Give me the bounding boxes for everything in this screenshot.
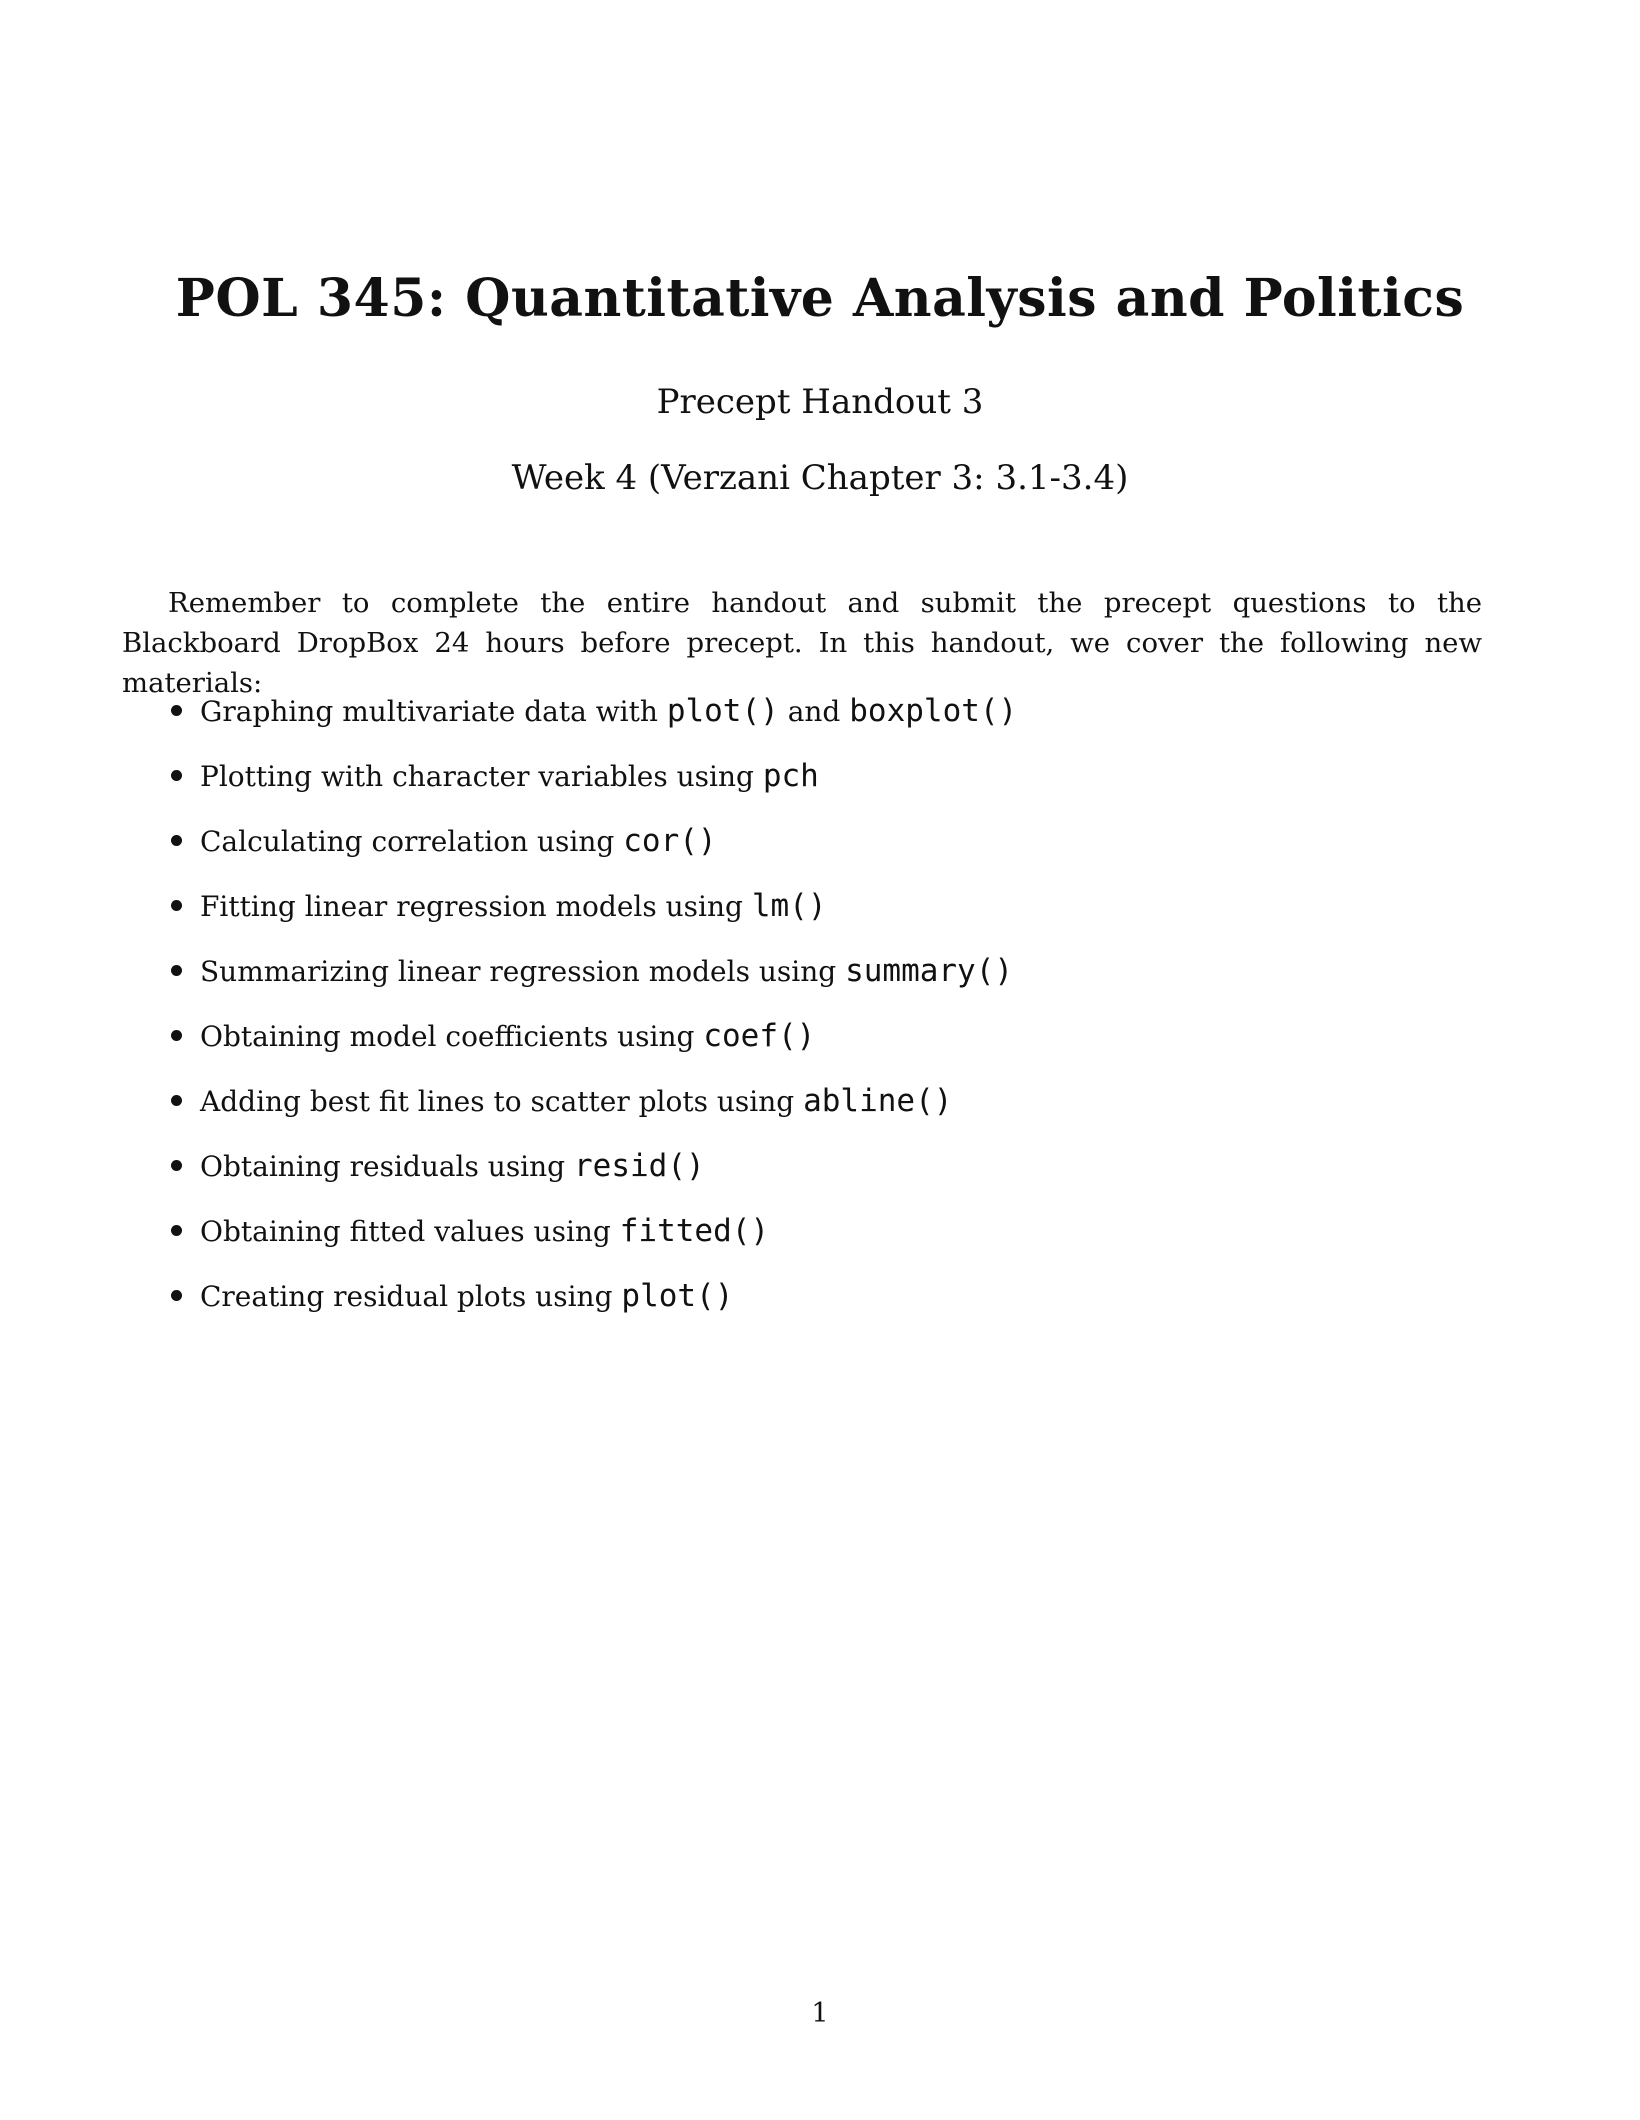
handout-subtitle: Precept Handout 3 — [656, 382, 984, 422]
intro-paragraph: Remember to complete the entire handout and submit the precept questions to the Blackboard DropBox 24 hours before precept. In this handout, we cover the following new materials: — [122, 587, 1482, 699]
topic-prefix: Obtaining residuals using — [200, 1150, 574, 1183]
week-subtitle: Week 4 (Verzani Chapter 3: 3.1-3.4) — [511, 458, 1129, 498]
document-title: POL 345: Quantitative Analysis and Politics — [175, 268, 1465, 329]
code-snippet: summary() — [845, 953, 1014, 989]
topic-text — [200, 1011, 815, 1062]
topic-prefix: Summarizing linear regression models using — [200, 955, 846, 988]
bullet-icon — [171, 1030, 182, 1041]
topic-text — [200, 946, 1013, 997]
bullet-icon — [171, 900, 182, 911]
topic-prefix: Plotting with character variables using — [200, 760, 763, 793]
page-number: 1 — [811, 1998, 829, 2029]
code-snippet: plot() — [621, 1278, 734, 1314]
code-snippet: lm() — [751, 888, 827, 924]
topic-text — [200, 881, 827, 932]
topic-prefix: Obtaining fitted values using — [200, 1215, 620, 1248]
bullet-icon — [171, 1095, 182, 1106]
code-snippet: boxplot() — [849, 693, 1018, 729]
topic-text — [200, 1206, 769, 1257]
code-snippet: resid() — [574, 1148, 705, 1184]
code-snippet: plot() — [666, 693, 779, 729]
topic-text — [200, 686, 1017, 737]
bullet-icon — [171, 835, 182, 846]
bullet-icon — [171, 1160, 182, 1171]
bullet-icon — [171, 1290, 182, 1301]
bullet-icon — [171, 705, 182, 716]
code-snippet: coef() — [703, 1018, 816, 1054]
topic-text — [200, 1141, 705, 1192]
code-snippet: pch — [762, 758, 819, 794]
code-snippet: fitted() — [619, 1213, 770, 1249]
topic-prefix: Creating residual plots using — [200, 1280, 622, 1313]
bullet-icon — [171, 965, 182, 976]
code-snippet: cor() — [623, 823, 717, 859]
topic-prefix: Obtaining model coefficients using — [200, 1020, 704, 1053]
topic-prefix: Calculating correlation using — [200, 825, 624, 858]
bullet-icon — [171, 770, 182, 781]
topic-prefix: Graphing multivariate data with — [200, 695, 667, 728]
bullet-icon — [171, 1225, 182, 1236]
topic-text — [200, 1076, 952, 1127]
topic-prefix: Fitting linear regression models using — [200, 890, 752, 923]
topic-text — [200, 1271, 733, 1322]
topic-text — [200, 751, 819, 802]
topic-text — [200, 816, 717, 867]
topic-prefix: Adding best fit lines to scatter plots using — [200, 1085, 804, 1118]
code-snippet: abline() — [803, 1083, 953, 1119]
topic-connector: and — [778, 695, 850, 728]
